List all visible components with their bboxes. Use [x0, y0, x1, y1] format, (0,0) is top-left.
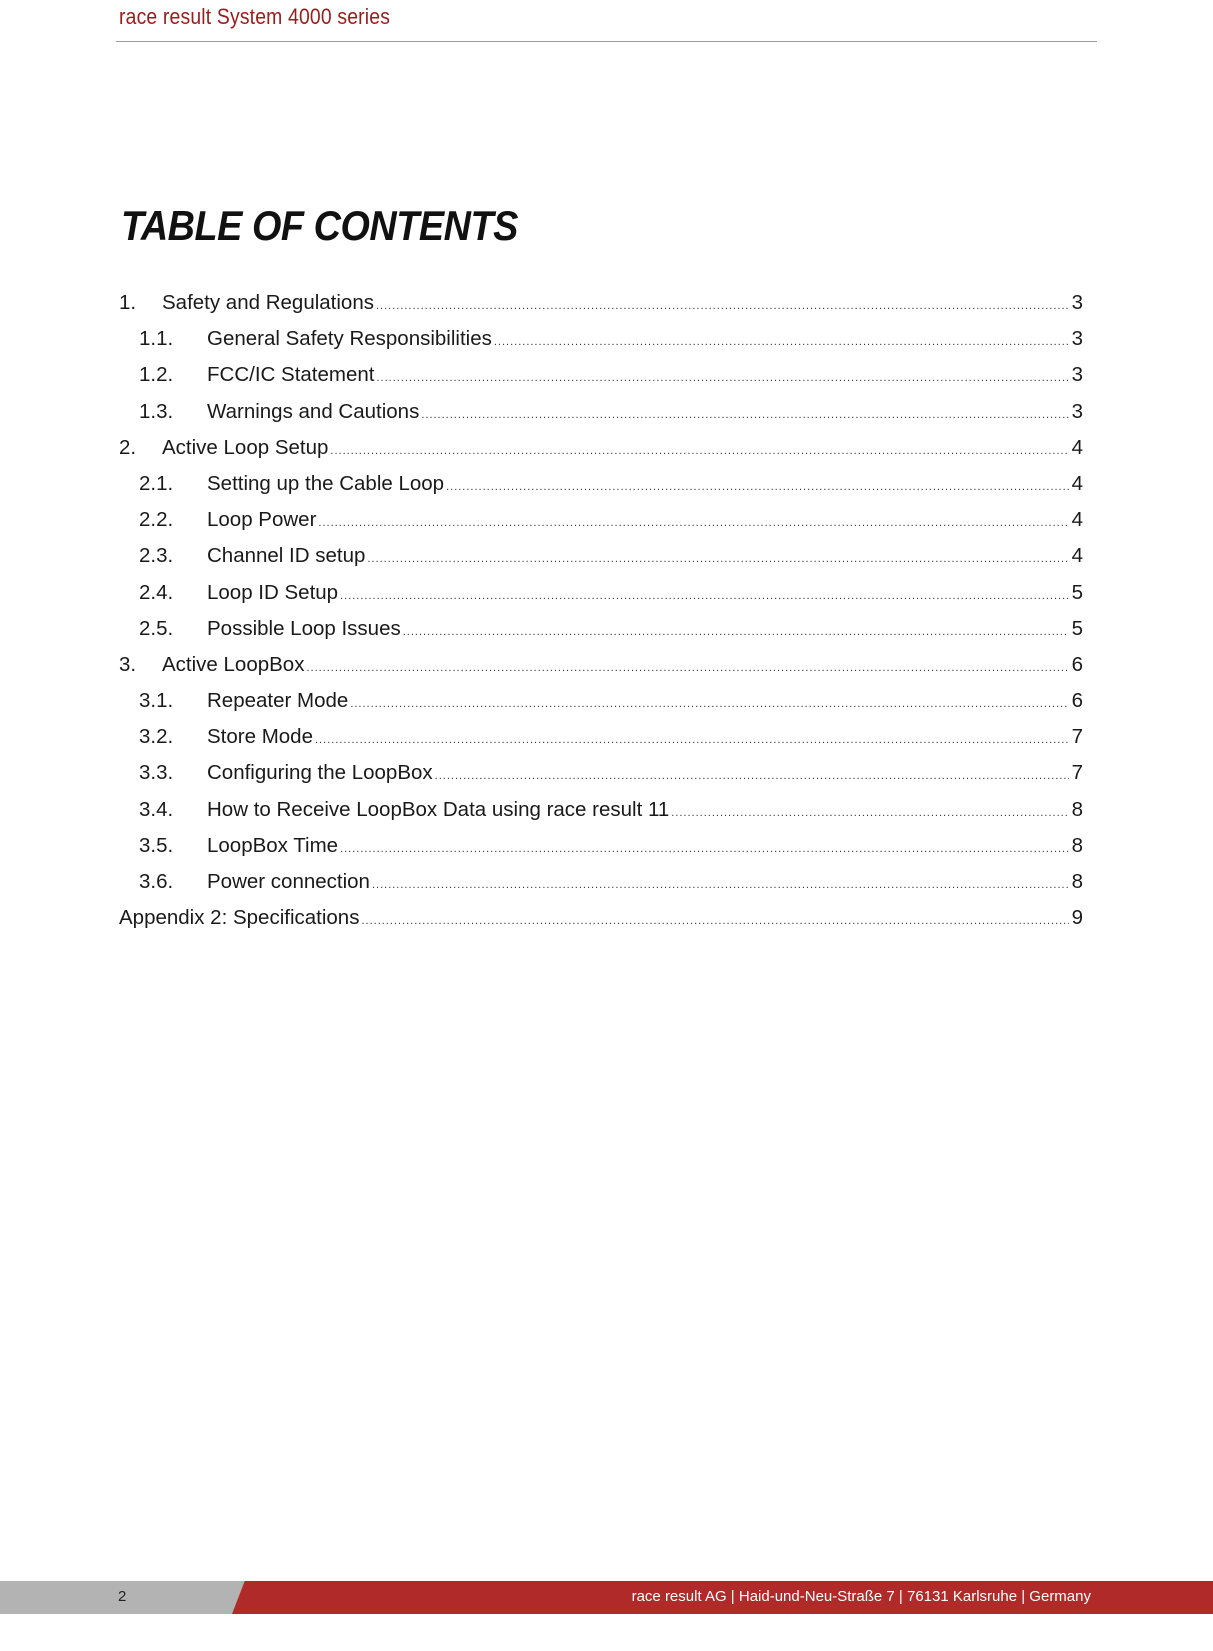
toc-entry-line — [207, 688, 1083, 717]
toc-entry-page[interactable]: 8 — [1071, 870, 1083, 893]
toc-entry-title[interactable]: Configuring the LoopBox — [207, 761, 433, 785]
toc-entry-line — [207, 797, 1083, 826]
toc-entry-line — [207, 507, 1083, 536]
toc-entry-line — [207, 326, 1083, 355]
toc-entry-page[interactable]: 7 — [1071, 725, 1083, 749]
toc-entry-line — [207, 760, 1083, 789]
toc-entry-title[interactable]: Store Mode — [207, 725, 313, 749]
toc-entry-number: 2. — [119, 435, 137, 459]
toc-entry-page[interactable]: 6 — [1071, 689, 1083, 713]
toc-entry-page[interactable]: 3 — [1071, 291, 1083, 314]
toc-leader-dots — [421, 402, 1069, 428]
toc-entry-line — [207, 362, 1083, 391]
toc-entry-number: 1.3. — [139, 399, 174, 423]
toc-leader-dots — [330, 438, 1069, 464]
toc-entry-page[interactable]: 5 — [1071, 616, 1083, 640]
toc-entry[interactable] — [119, 435, 1083, 471]
toc-entry-number: 3. — [119, 652, 137, 676]
toc-entry-title[interactable]: Safety and Regulations — [162, 291, 374, 314]
toc-entry[interactable] — [119, 760, 1083, 796]
toc-entry[interactable] — [119, 399, 1083, 435]
toc-leader-dots — [671, 800, 1069, 826]
toc-entry-title[interactable]: Power connection — [207, 870, 370, 893]
toc-entry-title[interactable]: LoopBox Time — [207, 833, 339, 857]
toc-entry[interactable] — [119, 326, 1083, 362]
toc-entry-page[interactable]: 5 — [1071, 580, 1083, 604]
toc-leader-dots — [403, 619, 1069, 645]
header-divider — [116, 41, 1097, 42]
toc-entry-line — [207, 833, 1083, 862]
toc-entry[interactable] — [119, 652, 1083, 688]
toc-entry-number: 2.4. — [139, 580, 174, 604]
toc-entry-title[interactable]: Warnings and Cautions — [207, 399, 420, 423]
toc-entry[interactable] — [119, 869, 1083, 905]
toc-leader-dots — [376, 293, 1069, 319]
toc-leader-dots — [340, 583, 1069, 609]
toc-leader-dots — [367, 546, 1069, 572]
toc-leader-dots — [435, 763, 1069, 789]
toc-entry[interactable] — [119, 362, 1083, 398]
toc-entry-page[interactable]: 3 — [1071, 363, 1083, 387]
toc-entry[interactable] — [119, 833, 1083, 869]
toc-entry[interactable] — [119, 543, 1083, 579]
page-footer — [0, 1581, 1213, 1614]
toc-entry-number: 3.6. — [139, 870, 174, 893]
toc-entry[interactable] — [119, 905, 1083, 941]
toc-entry-page[interactable]: 9 — [1071, 906, 1083, 930]
toc-entry-page[interactable]: 4 — [1071, 471, 1083, 495]
table-of-contents — [119, 290, 1083, 941]
toc-heading: TABLE OF CONTENTS — [121, 202, 518, 249]
toc-entry-line — [207, 471, 1083, 500]
toc-entry-number: 3.1. — [139, 689, 174, 713]
toc-entry-title[interactable]: Channel ID setup — [207, 544, 366, 568]
toc-entry-number: 3.4. — [139, 797, 174, 821]
toc-entry[interactable] — [119, 471, 1083, 507]
toc-entry-title[interactable]: How to Receive LoopBox Data using race result 11 — [207, 797, 670, 821]
footer-company-address: race result AG | Haid-und-Neu-Straße 7 | 76131 Karlsruhe | Germany — [631, 1588, 1091, 1605]
toc-entry-page[interactable]: 8 — [1071, 797, 1083, 821]
toc-entry-page[interactable]: 6 — [1071, 652, 1083, 676]
toc-entry-title[interactable]: Repeater Mode — [207, 689, 349, 713]
toc-leader-dots — [340, 836, 1069, 862]
toc-entry-page[interactable]: 7 — [1071, 761, 1083, 785]
toc-entry-title[interactable]: FCC/IC Statement — [207, 363, 375, 387]
toc-entry-title[interactable]: Possible Loop Issues — [207, 616, 401, 640]
toc-entry[interactable] — [119, 290, 1083, 326]
toc-entry-page[interactable]: 4 — [1071, 508, 1083, 532]
toc-leader-dots — [306, 655, 1069, 681]
toc-entry-title[interactable]: Setting up the Cable Loop — [207, 471, 445, 495]
document-header-title: race result System 4000 series — [119, 4, 391, 29]
toc-entry-number: 3.3. — [139, 761, 174, 785]
toc-entry-title[interactable]: Loop ID Setup — [207, 580, 339, 604]
toc-entry-title[interactable]: General Safety Responsibilities — [207, 327, 492, 351]
toc-entry-line — [119, 905, 1083, 934]
toc-entry-title[interactable]: Active Loop Setup — [162, 435, 329, 459]
toc-entry-page[interactable]: 3 — [1071, 327, 1083, 351]
toc-leader-dots — [361, 908, 1069, 934]
toc-entry-line — [207, 580, 1083, 609]
toc-entry[interactable] — [119, 724, 1083, 760]
toc-leader-dots — [350, 691, 1069, 717]
toc-leader-dots — [372, 872, 1069, 898]
toc-entry[interactable] — [119, 580, 1083, 616]
toc-entry-page[interactable]: 8 — [1071, 833, 1083, 857]
toc-entry-page[interactable]: 4 — [1071, 435, 1083, 459]
toc-entry-line — [162, 435, 1083, 464]
toc-entry-line — [207, 869, 1083, 898]
toc-entry-title[interactable]: Active LoopBox — [162, 652, 305, 676]
toc-entry-line — [162, 652, 1083, 681]
toc-entry[interactable] — [119, 797, 1083, 833]
toc-leader-dots — [446, 474, 1069, 500]
toc-entry-title[interactable]: Appendix 2: Specifications — [119, 906, 360, 930]
toc-entry-line — [207, 399, 1083, 428]
toc-entry-line — [162, 290, 1083, 319]
toc-entry-number: 2.2. — [139, 508, 174, 532]
toc-entry-page[interactable]: 3 — [1071, 399, 1083, 423]
toc-entry-line — [207, 543, 1083, 572]
toc-entry-number: 1. — [119, 291, 137, 314]
toc-leader-dots — [494, 329, 1069, 355]
toc-leader-dots — [376, 365, 1069, 391]
toc-entry[interactable] — [119, 507, 1083, 543]
toc-entry-page[interactable]: 4 — [1071, 544, 1083, 568]
toc-entry-number: 3.2. — [139, 725, 174, 749]
toc-entry-line — [207, 724, 1083, 753]
toc-entry-number: 2.5. — [139, 616, 174, 640]
footer-page-number: 2 — [118, 1588, 127, 1605]
toc-entry-number: 2.1. — [139, 471, 174, 495]
toc-entry-number: 3.5. — [139, 833, 174, 857]
toc-entry-number: 1.1. — [139, 327, 174, 351]
toc-entry-line — [207, 616, 1083, 645]
toc-entry[interactable] — [119, 688, 1083, 724]
toc-entry-number: 1.2. — [139, 363, 174, 387]
toc-leader-dots — [315, 727, 1069, 753]
toc-entry[interactable] — [119, 616, 1083, 652]
toc-entry-number: 2.3. — [139, 544, 174, 568]
toc-leader-dots — [318, 510, 1069, 536]
toc-entry-title[interactable]: Loop Power — [207, 508, 317, 532]
